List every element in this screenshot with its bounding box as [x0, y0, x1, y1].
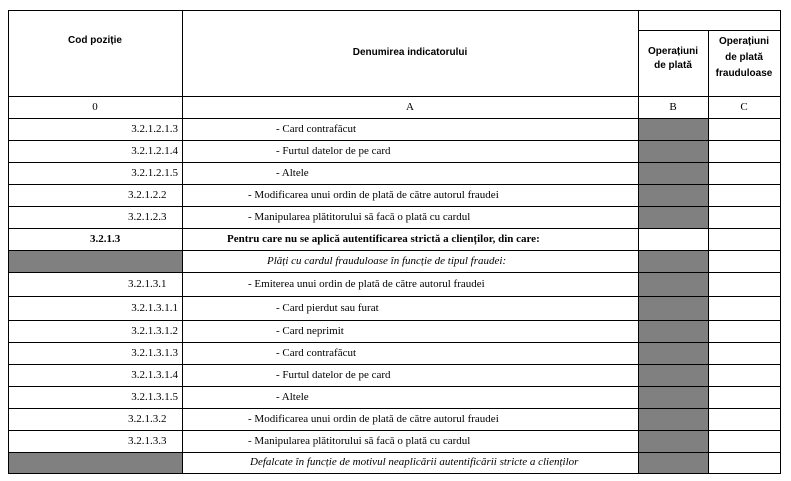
row-name: - Card pierdut sau furat — [276, 302, 379, 314]
shaded-cell-b-bottom — [638, 250, 708, 474]
row-name: - Altele — [276, 167, 309, 179]
row-name: - Furtul datelor de pe card — [276, 145, 391, 157]
row-code: 3.2.1.3 — [90, 233, 121, 245]
row-code: 3.2.1.2.2 — [128, 189, 167, 201]
row-name: - Manipularea plătitorului să facă o plată cu cardul — [248, 435, 471, 447]
row-code: 3.2.1.2.1.4 — [131, 145, 178, 157]
row-name: - Emiterea unui ordin de plată de către autorul fraudei — [248, 278, 485, 290]
header-operatiuni-frauduloase: Operațiuni de plată frauduloase — [715, 36, 773, 79]
row-name: Defalcate în funcție de motivul neaplicării autentificării stricte a clienților — [250, 456, 579, 468]
row-code: 3.2.1.3.2 — [128, 413, 167, 425]
row-name: Pentru care nu se aplică autentificarea strictă a clienților, din care: — [227, 233, 540, 245]
row-code: 3.2.1.3.1.2 — [131, 325, 178, 337]
row-name: - Card contrafăcut — [276, 123, 357, 135]
row-code: 3.2.1.3.1.4 — [131, 369, 178, 381]
indicator-table — [8, 10, 781, 474]
header-cod-pozitie: Cod poziție — [68, 35, 122, 46]
row-name: - Modificarea unui ordin de plată de către autorul fraudei — [248, 189, 499, 201]
row-code: 3.2.1.3.1.5 — [131, 391, 178, 403]
index-c: C — [740, 101, 748, 113]
row-name: - Card contrafăcut — [276, 347, 357, 359]
row-code: 3.2.1.3.1.3 — [131, 347, 178, 359]
row-code: 3.2.1.2.1.5 — [131, 167, 178, 179]
row-name: - Modificarea unui ordin de plată de către autorul fraudei — [248, 413, 499, 425]
shaded-cell-row-fraud-type-code — [8, 250, 182, 272]
row-code: 3.2.1.3.1 — [128, 278, 167, 290]
row-name: - Card neprimit — [276, 325, 344, 337]
index-b: B — [669, 101, 677, 113]
row-name: Plăți cu cardul frauduloase în funcție de tipul fraudei: — [267, 255, 507, 267]
index-a: A — [406, 101, 414, 113]
shaded-cell-row-defalcate-code — [8, 452, 182, 474]
row-name: - Furtul datelor de pe card — [276, 369, 391, 381]
index-0: 0 — [92, 101, 98, 113]
row-code: 3.2.1.3.3 — [128, 435, 167, 447]
row-name: - Altele — [276, 391, 309, 403]
header-denumirea-indicatorului: Denumirea indicatorului — [352, 47, 468, 58]
row-code: 3.2.1.3.1.1 — [131, 302, 178, 314]
row-code: 3.2.1.2.1.3 — [131, 123, 178, 135]
row-code: 3.2.1.2.3 — [128, 211, 167, 223]
shaded-cell-b-top — [638, 118, 708, 228]
row-name: - Manipularea plătitorului să facă o plată cu cardul — [248, 211, 471, 223]
header-operatiuni-de-plata: Operațiuni de plată — [648, 46, 699, 71]
